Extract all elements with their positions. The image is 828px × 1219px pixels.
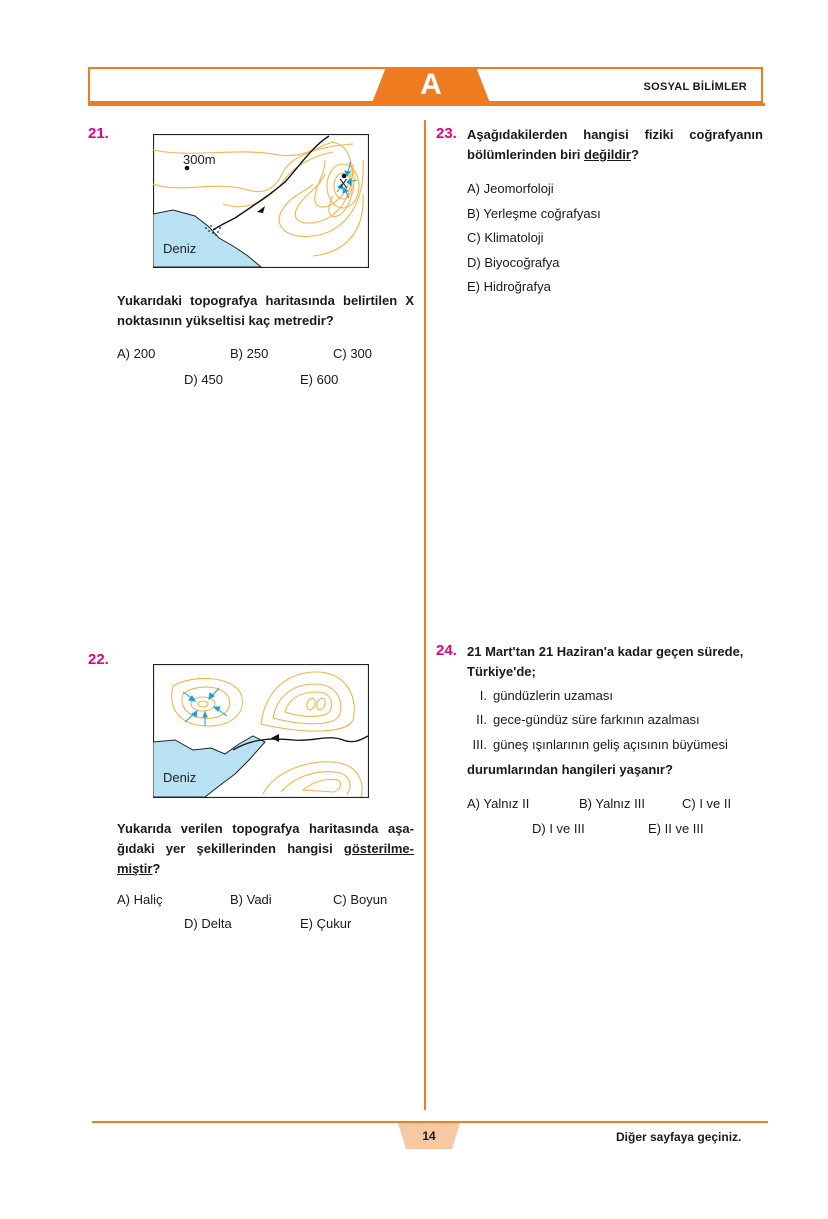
question-number: 21. [88,125,109,142]
column-divider [424,120,426,1110]
topographic-map-2 [153,664,369,798]
booklet-letter: A [420,68,442,101]
page-number: 14 [422,1129,436,1143]
subject-title: SOSYAL BİLİMLER [643,81,747,93]
option-d[interactable]: D) Biyocoğrafya [467,255,560,270]
question-emphasis: değildir [584,147,631,162]
option-e[interactable]: E) 600 [300,372,339,387]
option-e[interactable]: E) II ve III [648,821,704,836]
question-mark: ? [630,147,639,162]
option-a[interactable]: A) 200 [117,346,156,361]
map-point-label: X [339,176,348,191]
question-number: 23. [436,125,457,142]
option-d[interactable]: D) I ve III [532,821,585,836]
question-text-main: Yukarıda verilen topografya haritasında aşa-ğıdaki yer şekillerinden hangisi [117,821,414,856]
question-mark: ? [152,861,161,876]
option-b[interactable]: B) 250 [230,346,269,361]
option-e[interactable]: E) Çukur [300,916,352,931]
option-c[interactable]: C) Klimatoloji [467,230,544,245]
option-d[interactable]: D) 450 [184,372,224,387]
question-number: 24. [436,642,457,659]
topographic-map-1 [153,134,369,268]
statement-roman: III. [472,737,487,752]
statement-text: gece-gündüz süre farkının azalması [493,712,700,727]
option-b[interactable]: B) Yalnız III [579,796,645,811]
header-underline [88,103,765,106]
statement-item [467,712,700,727]
statement-text: gündüzlerin uzaması [493,688,613,703]
statement-text: güneş ışınlarının geliş açısının büyümesi [493,737,728,752]
question-emphasis: gösterilme-miştir [117,841,414,876]
question-text [117,819,414,879]
question-text [467,125,763,165]
option-a[interactable]: A) Yalnız II [467,796,530,811]
option-b[interactable]: B) Yerleşme coğrafyası [467,206,601,221]
option-b[interactable]: B) Vadi [230,892,272,907]
map-sea-label: Deniz [163,770,197,785]
statement-roman: II. [476,712,487,727]
statement-item [467,737,728,752]
map-sea-label: Deniz [163,241,197,256]
option-a[interactable]: A) Haliç [117,892,163,907]
option-d[interactable]: D) Delta [184,916,232,931]
statement-roman: I. [479,688,487,703]
option-a[interactable]: A) Jeomorfoloji [467,181,554,196]
question-text: 21 Mart'tan 21 Haziran'a kadar geçen sürede, Türkiye'de; [467,644,744,679]
question-text-main: Aşağıdakilerden hangisi fiziki coğrafyanın bölümlerinden biri [467,127,763,162]
question-number: 22. [88,651,109,668]
next-page-note: Diğer sayfaya geçiniz. [616,1130,742,1144]
option-c[interactable]: C) 300 [333,346,373,361]
option-c[interactable]: C) I ve II [682,796,732,811]
statement-item [467,688,613,703]
option-e[interactable]: E) Hidroğrafya [467,279,551,294]
option-c[interactable]: C) Boyun [333,892,388,907]
question-text: Yukarıdaki topografya haritasında belirtilen X noktasının yükseltisi kaç metredir? [117,293,414,328]
question-prompt: durumlarından hangileri yaşanır? [467,762,673,777]
map-elevation-label: 300m [183,152,216,167]
